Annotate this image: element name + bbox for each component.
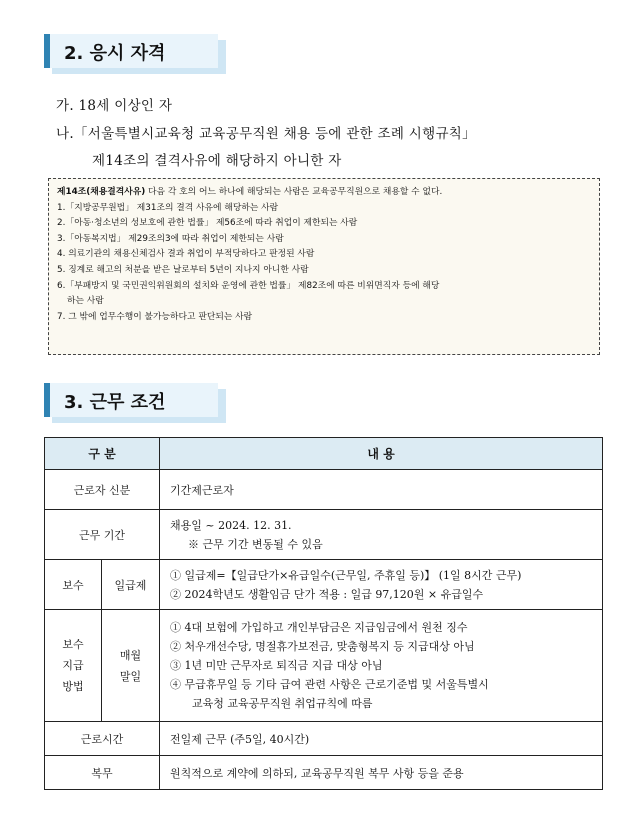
pay-value (160, 560, 603, 610)
notice-line: 2.「아동·청소년의 성보호에 관한 법률」 제56조에 따라 취업이 제한되는 사람 (57, 218, 358, 229)
work-conditions-table (44, 437, 603, 790)
qualification-item-b-cont: 제14조의 결격사유에 해당하지 아니한 자 (92, 153, 342, 169)
table-row (45, 510, 603, 560)
method-line: 교육청 교육공무직원 취업규칙에 따름 (192, 697, 373, 710)
notice-heading-rest: 다음 각 호의 어느 하나에 해당되는 사람은 교육공무직원으로 채용할 수 없다. (145, 187, 443, 197)
method-label-line: 지급 (62, 659, 84, 672)
notice-line: 5. 징계로 해고의 처분을 받은 날로부터 5년이 지나지 아니한 사람 (57, 264, 309, 275)
method-label-line: 방법 (62, 680, 84, 693)
status-label: 근로자 신분 (45, 470, 160, 510)
period-note: ※ 근무 기간 변동될 수 있음 (188, 537, 323, 551)
period-value (160, 510, 603, 560)
period-line: 채용일 ~ 2024. 12. 31. (170, 518, 292, 532)
method-label-line: 보수 (62, 638, 84, 651)
table-row (45, 560, 603, 610)
method-label (45, 610, 102, 722)
method-line: ② 처우개선수당, 명절휴가보전금, 맞춤형복지 등 지급대상 아님 (170, 640, 475, 653)
qualification-item-b: 나.「서울특별시교육청 교육공무직원 채용 등에 관한 조례 시행규칙」 (56, 126, 476, 142)
heading-box (44, 34, 218, 68)
notice-heading-line (57, 185, 591, 201)
header-category: 구 분 (45, 438, 160, 470)
method-line: ④ 무급휴무일 등 기타 급여 관련 사항은 근로기준법 및 서울특별시 (170, 678, 489, 691)
method-line: ① 4대 보험에 가입하고 개인부담금은 지급임금에서 원천 징수 (170, 621, 468, 634)
notice-heading: 제14조(채용결격사유) (57, 187, 146, 197)
table-row (45, 756, 603, 790)
method-sub-line: 매월 (119, 648, 142, 662)
notice-line: 1.「지방공무원법」 제31조의 결격 사유에 해당하는 사람 (57, 202, 279, 213)
notice-line: 3.「아동복지법」 제29조의3에 따라 취업이 제한되는 사람 (57, 233, 284, 244)
heading-box (44, 383, 218, 417)
status-value: 기간제근로자 (160, 470, 603, 510)
hours-value: 전일제 근무 (주5일, 40시간) (160, 722, 603, 756)
period-label: 근무 기간 (45, 510, 160, 560)
method-value (160, 610, 603, 722)
qualification-item-a: 가. 18세 이상인 자 (56, 98, 173, 114)
hours-label: 근로시간 (45, 722, 160, 756)
notice-line: 4. 의료기관의 채용신체검사 결과 취업이 부적당하다고 판정된 사람 (57, 249, 315, 260)
notice-line: 7. 그 밖에 업무수행이 불가능하다고 판단되는 사람 (57, 311, 253, 322)
notice-line: 6.「부패방지 및 국민권익위원회의 설치와 운영에 관한 법률」 제82조에 따른 비위면직자 등에 해당 (57, 280, 440, 291)
duty-label: 복무 (45, 756, 160, 790)
header-content: 내 용 (160, 438, 603, 470)
notice-line: 하는 사람 (67, 296, 104, 307)
pay-label: 보수 (45, 560, 102, 610)
table-row (45, 470, 603, 510)
method-sub-label (102, 610, 160, 722)
table-header-row (45, 438, 603, 470)
pay-line: ① 일급제=【일급단가×유급일수(근무일, 주휴일 등)】 (1일 8시간 근무) (170, 568, 522, 582)
section-2-title: 2. 응시 자격 (64, 43, 166, 64)
pay-line: ② 2024학년도 생활임금 단가 적용 : 일급 97,120원 × 유급일수 (170, 587, 484, 601)
method-line: ③ 1년 미만 근무자로 퇴직금 지급 대상 아님 (170, 659, 383, 672)
duty-value: 원칙적으로 계약에 의하되, 교육공무직원 복무 사항 등을 준용 (160, 756, 603, 790)
section-3-title: 3. 근무 조건 (64, 392, 166, 413)
method-sub-line: 말일 (119, 669, 142, 683)
pay-sub-label: 일급제 (102, 560, 160, 610)
table-row (45, 722, 603, 756)
table-row (45, 610, 603, 722)
disqualification-notice (48, 178, 600, 355)
